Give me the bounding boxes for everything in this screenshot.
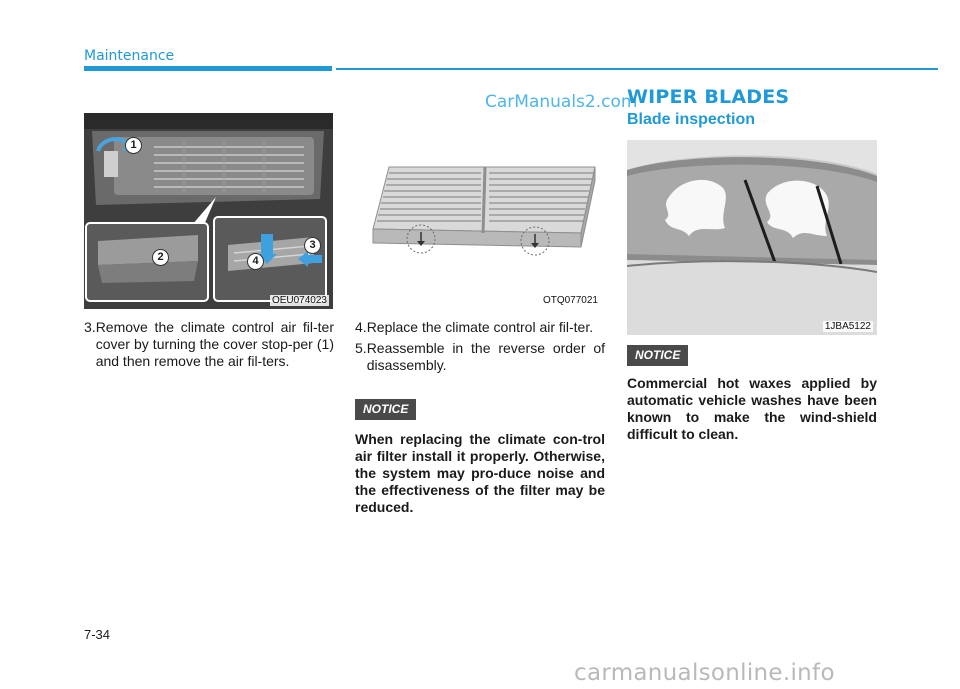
notice-text: When replacing the climate con-trol air filter install it properly. Otherwise, the system may pro-duce noise and the effectiveness of the filter may be reduced.	[355, 431, 605, 515]
step-item	[355, 340, 605, 374]
figure-air-filter	[355, 113, 604, 309]
callout-4: 4	[247, 253, 264, 270]
figure-code: 1JBA5122	[824, 321, 871, 332]
notice-badge: NOTICE	[627, 345, 688, 366]
windshield-illustration	[627, 140, 877, 335]
header-rule-thin	[336, 68, 938, 70]
page-number: 7-34	[84, 627, 111, 642]
step-text: Replace the climate control air fil-ter.	[366, 319, 594, 335]
step-number: 5.	[355, 340, 367, 356]
header-rule-thick	[84, 66, 332, 71]
step-item	[355, 319, 605, 336]
section-title: Maintenance	[84, 48, 175, 64]
watermark-bottom[interactable]: carmanualsonline.info	[574, 660, 835, 686]
callout-2: 2	[152, 249, 169, 266]
figure-filter-cover-removal	[84, 113, 333, 309]
figure-code: OTQ077021	[542, 295, 598, 306]
air-filter-illustration	[355, 113, 604, 309]
middle-steps	[355, 319, 605, 374]
callout-1: 1	[125, 137, 142, 154]
callout-3: 3	[304, 237, 321, 254]
notice-badge: NOTICE	[355, 399, 416, 420]
step-number: 4.	[355, 319, 367, 335]
notice-text: Commercial hot waxes applied by automatic vehicle washes have been known to make the wind-shield difficult to clean.	[627, 375, 877, 442]
step-item	[84, 319, 334, 370]
section-heading: WIPER BLADES	[627, 86, 790, 108]
figure-code: OEU074023	[271, 295, 327, 306]
step-text: Remove the climate control air fil-ter cover by turning the cover stop-per (1) and then remove the air fil-ters.	[95, 319, 334, 369]
watermark-top[interactable]: CarManuals2.com	[485, 92, 638, 112]
figure-windshield	[627, 140, 877, 335]
step-number: 3.	[84, 319, 96, 335]
step-text: Reassemble in the reverse order of disassembly.	[366, 340, 605, 373]
left-steps	[84, 319, 334, 370]
subsection-heading: Blade inspection	[627, 111, 756, 128]
filter-cover-illustration	[84, 113, 333, 309]
